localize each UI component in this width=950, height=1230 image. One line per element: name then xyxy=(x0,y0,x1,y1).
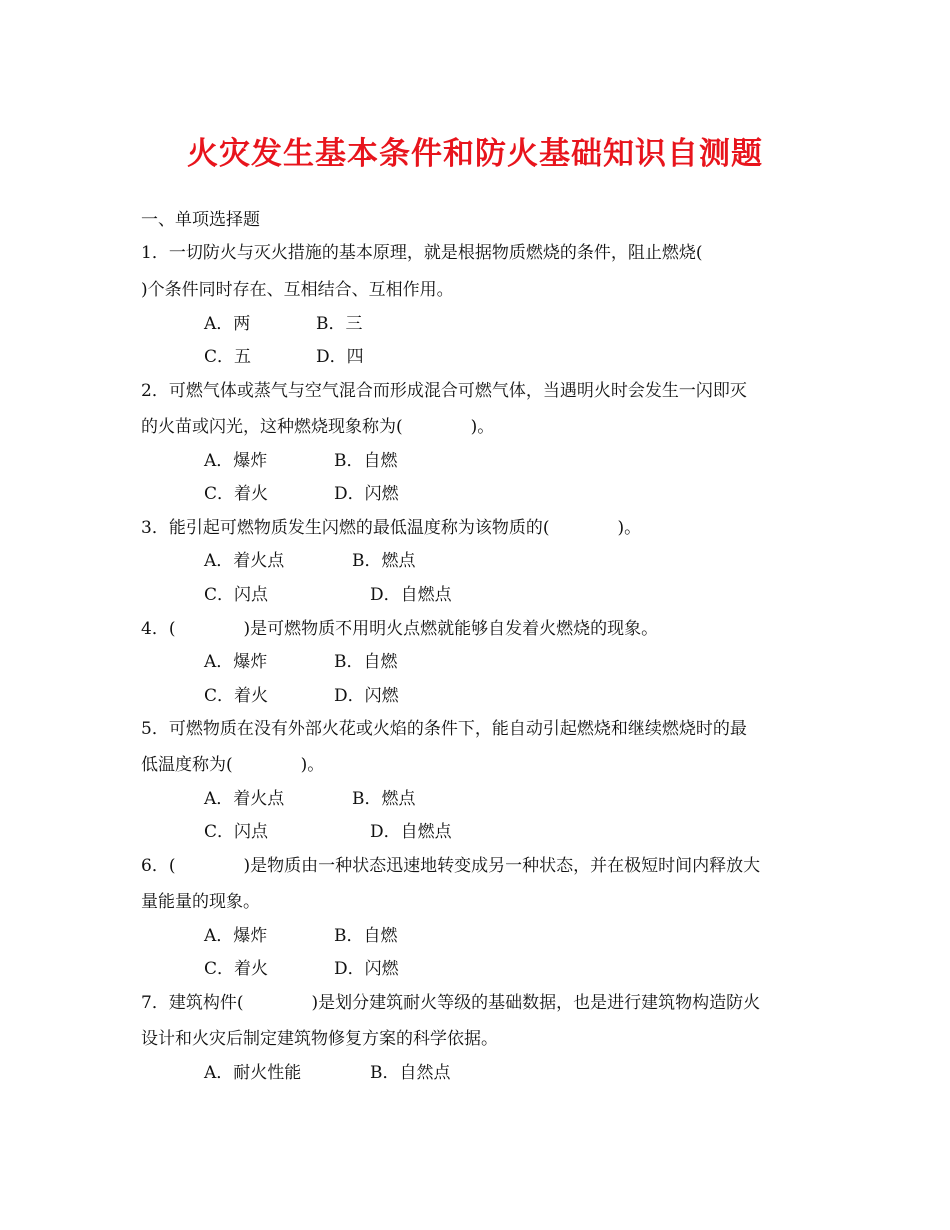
question-6-line-2: 量能量的现象。 xyxy=(141,892,260,912)
question-1-option-c: C．五 xyxy=(204,347,252,367)
section-heading: 一、单项选择题 xyxy=(141,210,260,230)
question-4-option-c: C．着火 xyxy=(204,686,269,706)
question-4-option-b: B．自燃 xyxy=(334,652,398,672)
question-7-line-1: 7．建筑构件( )是划分建筑耐火等级的基础数据，也是进行建筑物构造防火 xyxy=(141,993,761,1013)
question-6-option-d: D．闪燃 xyxy=(334,959,399,979)
question-3-option-a: A．着火点 xyxy=(204,551,285,571)
question-6-line-1: 6．( )是物质由一种状态迅速地转变成另一种状态，并在极短时间内释放大 xyxy=(141,856,761,876)
question-6-option-a: A．爆炸 xyxy=(204,926,268,946)
question-5-option-b: B．燃点 xyxy=(352,789,416,809)
question-3-option-d: D．自燃点 xyxy=(370,585,452,605)
question-4-option-d: D．闪燃 xyxy=(334,686,399,706)
question-5-line-1: 5．可燃物质在没有外部火花或火焰的条件下，能自动引起燃烧和继续燃烧时的最 xyxy=(141,719,747,739)
question-3-option-b: B．燃点 xyxy=(352,551,416,571)
question-2-option-b: B．自燃 xyxy=(334,451,398,471)
question-7-option-b: B．自然点 xyxy=(370,1063,451,1083)
question-1-line-1: 1．一切防火与灭火措施的基本原理，就是根据物质燃烧的条件，阻止燃烧( xyxy=(141,243,703,263)
question-6-option-b: B．自燃 xyxy=(334,926,398,946)
document-title: 火灾发生基本条件和防火基础知识自测题 xyxy=(187,136,763,172)
question-1-option-a: A．两 xyxy=(204,314,251,334)
question-4-line-1: 4．( )是可燃物质不用明火点燃就能够自发着火燃烧的现象。 xyxy=(141,619,659,639)
question-5-option-c: C．闪点 xyxy=(204,822,269,842)
question-6-option-c: C．着火 xyxy=(204,959,269,979)
question-1-line-2: )个条件同时存在、互相结合、互相作用。 xyxy=(141,280,454,300)
question-2-option-c: C．着火 xyxy=(204,484,269,504)
question-1-option-b: B．三 xyxy=(316,314,363,334)
question-1-option-d: D．四 xyxy=(316,347,364,367)
question-4-option-a: A．爆炸 xyxy=(204,652,268,672)
question-3-line-1: 3．能引起可燃物质发生闪燃的最低温度称为该物质的( )。 xyxy=(141,518,642,538)
question-5-option-a: A．着火点 xyxy=(204,789,285,809)
question-2-line-2: 的火苗或闪光，这种燃烧现象称为( )。 xyxy=(141,417,495,437)
question-3-option-c: C．闪点 xyxy=(204,585,269,605)
question-2-option-a: A．爆炸 xyxy=(204,451,268,471)
question-2-option-d: D．闪燃 xyxy=(334,484,399,504)
question-5-line-2: 低温度称为( )。 xyxy=(141,755,325,775)
question-5-option-d: D．自燃点 xyxy=(370,822,452,842)
question-2-line-1: 2．可燃气体或蒸气与空气混合而形成混合可燃气体，当遇明火时会发生一闪即灭 xyxy=(141,381,747,401)
question-7-line-2: 设计和火灾后制定建筑物修复方案的科学依据。 xyxy=(141,1029,498,1049)
question-7-option-a: A．耐火性能 xyxy=(204,1063,302,1083)
